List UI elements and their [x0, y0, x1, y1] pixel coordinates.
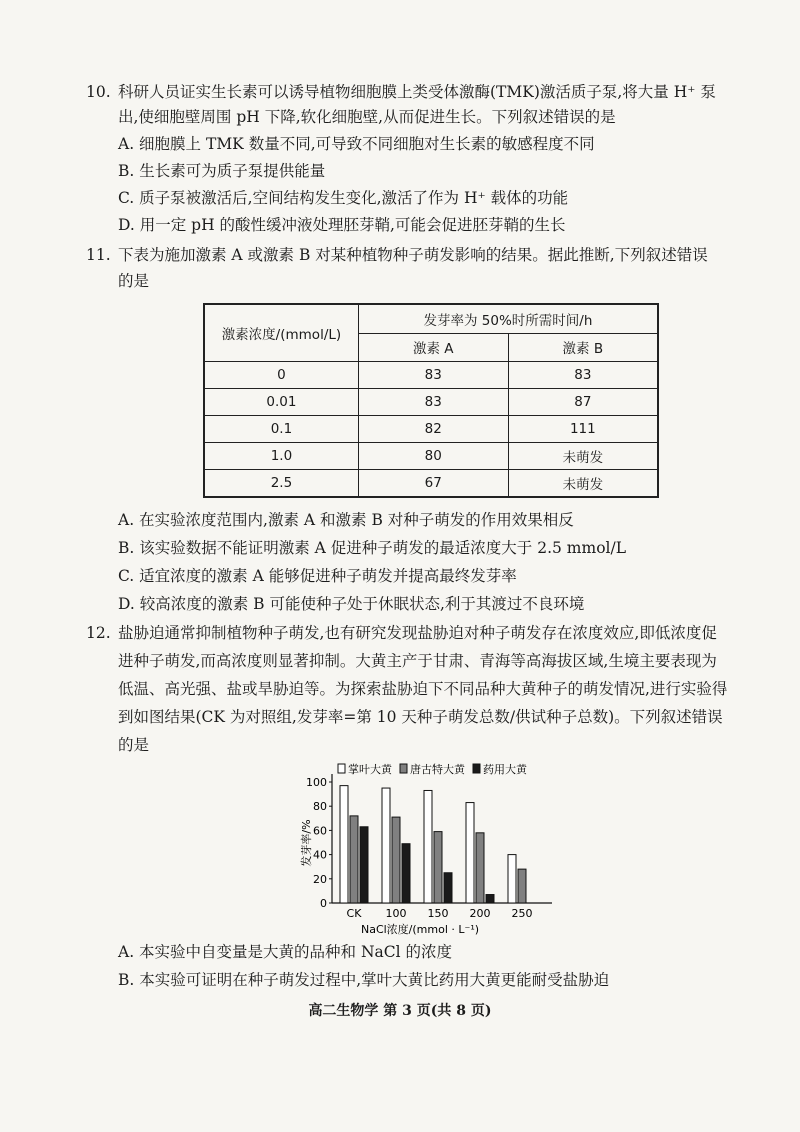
y-tick-label: 60	[313, 824, 327, 838]
x-tick-label: 250	[511, 907, 533, 920]
hormone-table	[203, 303, 659, 498]
x-tick-label: 100	[385, 907, 407, 920]
bar-0-0	[340, 786, 348, 903]
q10-stem-line1: 科研人员证实生长素可以诱导植物细胞膜上类受体激酶(TMK)激活质子泵,将大量 H⁺ 泵	[118, 83, 716, 101]
table-cell: 0.01	[204, 389, 358, 416]
table-cell: 83	[358, 389, 508, 416]
table-cell: 0	[204, 362, 358, 389]
q12-option-b: B. 本实验可证明在种子萌发过程中,掌叶大黄比药用大黄更能耐受盐胁迫	[118, 971, 610, 989]
chart-legend	[338, 762, 528, 776]
table-header-hormone-a: 激素 A	[358, 333, 508, 362]
q11-number: 11.	[86, 246, 111, 264]
table-cell: 83	[358, 362, 508, 389]
table-cell: 2.5	[204, 470, 358, 498]
q12-stem-line2: 进种子萌发,而高浓度则显著抑制。大黄主产于甘肃、青海等高海拔区域,生境主要表现为	[118, 652, 717, 670]
table-row	[204, 389, 658, 416]
bar-2-2	[444, 873, 452, 903]
table-cell: 0.1	[204, 416, 358, 443]
q10-option-d: D. 用一定 pH 的酸性缓冲液处理胚芽鞘,可能会促进胚芽鞘的生长	[118, 216, 566, 234]
bar-2-1	[402, 844, 410, 903]
table-cell: 82	[358, 416, 508, 443]
q12-option-a: A. 本实验中自变量是大黄的品种和 NaCl 的浓度	[118, 943, 453, 961]
q11-stem-line2: 的是	[118, 272, 150, 290]
q11-option-b: B. 该实验数据不能证明激素 A 促进种子萌发的最适浓度大于 2.5 mmol/L	[118, 539, 626, 557]
page-footer: 高二生物学 第 3 页(共 8 页)	[308, 1003, 492, 1019]
table-header-concentration: 激素浓度/(mmol/L)	[204, 304, 358, 362]
bar-1-3	[476, 833, 484, 903]
q11-option-d: D. 较高浓度的激素 B 可能使种子处于休眠状态,利于其渡过不良环境	[118, 595, 585, 613]
table-header-group: 发芽率为 50%时所需时间/h	[358, 304, 658, 333]
bar-0-4	[508, 855, 516, 903]
table-cell: 111	[508, 416, 658, 443]
table-header-hormone-b: 激素 B	[508, 333, 658, 362]
table-row	[204, 362, 658, 389]
x-tick-label: CK	[346, 907, 362, 920]
q12-stem-line3: 低温、高光强、盐或旱胁迫等。为探索盐胁迫下不同品种大黄种子的萌发情况,进行实验得	[118, 680, 728, 698]
table-cell: 1.0	[204, 443, 358, 470]
q11-stem-line1: 下表为施加激素 A 或激素 B 对某种植物种子萌发影响的结果。据此推断,下列叙述错误	[118, 246, 708, 264]
bar-2-0	[360, 827, 368, 903]
bar-2-3	[486, 895, 494, 903]
table-cell: 67	[358, 470, 508, 498]
table-cell: 83	[508, 362, 658, 389]
chart-x-axis-label: NaCl浓度/(mmol · L⁻¹)	[360, 923, 480, 936]
legend-swatch	[338, 764, 345, 773]
q12-number: 12.	[86, 624, 111, 642]
legend-label: 唐古特大黄	[410, 763, 465, 776]
bar-1-4	[518, 869, 526, 903]
table-row	[204, 443, 658, 470]
q12-stem-line4: 到如图结果(CK 为对照组,发芽率=第 10 天种子萌发总数/供试种子总数)。下列叙述错误	[118, 708, 723, 726]
q10-option-a: A. 细胞膜上 TMK 数量不同,可导致不同细胞对生长素的敏感程度不同	[118, 135, 595, 153]
q11-option-c: C. 适宜浓度的激素 A 能够促进种子萌发并提高最终发芽率	[118, 567, 517, 585]
y-tick-label: 0	[320, 897, 327, 910]
bar-1-2	[434, 832, 442, 903]
y-tick-label: 100	[306, 776, 327, 789]
q10-stem-line2: 出,使细胞壁周围 pH 下降,软化细胞壁,从而促进生长。下列叙述错误的是	[118, 108, 616, 126]
q12-stem-line1: 盐胁迫通常抑制植物种子萌发,也有研究发现盐胁迫对种子萌发存在浓度效应,即低浓度促	[118, 624, 717, 642]
y-tick-label: 20	[313, 872, 327, 886]
x-tick-label: 200	[469, 907, 491, 920]
y-tick-label: 40	[313, 848, 327, 862]
q12-stem-line5: 的是	[118, 736, 150, 754]
x-tick-label: 150	[427, 907, 449, 920]
q10-option-c: C. 质子泵被激活后,空间结构发生变化,激活了作为 H⁺ 载体的功能	[118, 189, 569, 207]
table-row	[204, 470, 658, 498]
bar-0-2	[424, 790, 432, 903]
germination-bar-chart	[290, 760, 590, 940]
table-cell: 未萌发	[508, 443, 658, 470]
table-cell: 87	[508, 389, 658, 416]
table-row	[204, 416, 658, 443]
chart-bars	[340, 786, 526, 903]
bar-1-1	[392, 817, 400, 903]
bar-0-3	[466, 803, 474, 903]
bar-0-1	[382, 788, 390, 903]
legend-label: 药用大黄	[483, 763, 527, 776]
chart-y-axis-label: 发芽率/%	[300, 819, 313, 867]
q10-option-b: B. 生长素可为质子泵提供能量	[118, 162, 326, 180]
y-tick-label: 80	[313, 800, 327, 814]
q11-option-a: A. 在实验浓度范围内,激素 A 和激素 B 对种子萌发的作用效果相反	[118, 511, 574, 529]
legend-swatch	[473, 764, 480, 773]
bar-1-0	[350, 816, 358, 903]
table-cell: 未萌发	[508, 470, 658, 498]
q10-number: 10.	[86, 83, 111, 101]
table-cell: 80	[358, 443, 508, 470]
legend-swatch	[400, 764, 407, 773]
legend-label: 掌叶大黄	[348, 763, 392, 776]
